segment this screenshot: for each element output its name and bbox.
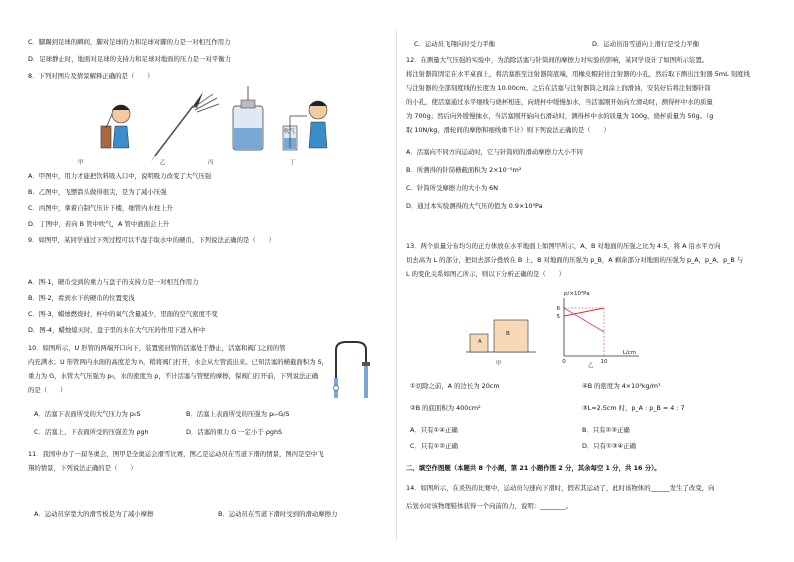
q12-stem-5: 为 700g；然后向外缓慢抽水，当活塞刚开始向右滑动时，测得杯中水的质量为 100g，烧杯质量为 50g。（g <box>406 112 714 120</box>
q11-option-a: A．运动员穿宽大的滑雪板是为了减小摩擦 <box>34 510 154 518</box>
q13-stem-2: 切去高为 L 的部分，把切去部分叠放在 B 上，B 对地面的压强为 p_B，A 剩余部分对地面的压强为 p_A，p_A、p_B 与 <box>406 256 744 264</box>
q10-option-b: B．活塞上表面所受的压强为 p₀-G/S <box>186 410 290 418</box>
q13-option-b: B．只有②③正确 <box>582 426 630 434</box>
q14-stem-1: 14．如图所示，在炎热的比赛中，运动员匀速向下滑时，假若其运动了，此时该物体的______发生了改变，向 <box>406 484 715 492</box>
block-a-label: A <box>478 339 482 345</box>
q8-option-d: D．丁图中，若向 B 管中吹气，A 管中液面会上升 <box>28 220 170 228</box>
q14-stem-2: 后划水时该物理鞋体获得一个向前的力，说明：________。 <box>406 502 573 510</box>
q12-stem-6: 取 10N/kg，滑轮间的摩擦和细线重不计）则下列说法正确的是（ ） <box>406 126 610 134</box>
q10-option-c: C．活塞上、下表面所受的压强差为 ρgh <box>34 428 149 436</box>
x-tick-label: 0 <box>562 359 566 365</box>
q8-stem: 8．下列对图片及情景解释正确的是（ ） <box>28 72 154 80</box>
q11-option-b: B．运动员在雪道下滑时受到的滑动摩擦力 <box>218 510 338 518</box>
q8-blow-label: 吹气 <box>284 129 296 135</box>
q9-option-a: A．图-1，硬币受到的重力与盘子的支持力是一对相互作用力 <box>28 278 199 286</box>
q8-option-a: A．甲图中，用力才能把饮料吸入口中，说明吸力改变了大气压强 <box>28 172 212 180</box>
q13-option-d: D．只有①③④正确 <box>582 442 637 450</box>
q12-stem-2: 将注射器筒固定在水平桌面上，将活塞推至注射器筒底端，用橡皮帽封住注射器的小孔，然后取下测出注射器 5mL 刻度线 <box>406 70 750 78</box>
q9-option-d: D．图-4，蜡烛熄灭时，盘子里的水在大气压的作用下进入杯中 <box>28 326 206 334</box>
fig-yi-caption: 乙 <box>588 363 594 369</box>
q10-stem-2: 内充满水；U 形管两内水面的高度差为 h，稍将阀门打开，水会从左管流出来。已知活塞的横截面积为 S， <box>28 358 329 366</box>
x-tick-label: 10 <box>600 359 608 365</box>
q13-pressure-chart <box>544 290 644 370</box>
u-tube-figure <box>326 338 376 408</box>
y-tick-label: 6 <box>556 306 560 312</box>
q10-stem-3: 重力为 G，水管大气压强为 p₀，水的密度为 ρ，不计活塞与管壁的摩擦，保阀门打开前，下列说法正确 <box>28 372 319 380</box>
q10-option-a: A．活塞下表面所受的大气压力为 p₀S <box>34 410 141 418</box>
q10-option-d: D．活塞的重力 G 一定小于 ρghS <box>186 428 283 436</box>
q13-statement-4: ④B 的密度为 4×10³kg/m³ <box>582 382 661 390</box>
q13-blocks-figure <box>466 308 536 356</box>
block-b-label: B <box>506 331 510 337</box>
q11-option-d: D．运动员沿雪道向上滑行是受力平衡 <box>592 40 700 48</box>
q11-option-c: C．运动员飞翔向时受力平衡 <box>414 40 496 48</box>
barometer-figure <box>233 86 263 150</box>
q8-caption-c: 丙 <box>208 160 214 166</box>
q13-option-c: C．只有①②正确 <box>410 442 458 450</box>
q11-stem-2: 翔的情景，下列说法正确的是（ ） <box>28 464 137 472</box>
q8-option-c: C．丙图中，拿着自制气压计下楼，细管内水柱上升 <box>28 204 174 212</box>
q12-stem-4: 的小孔，使活塞通过水平细线与烧杯相连，向烧杯中缓慢加水，当活塞刚开始向左滑动时，测得杯中水的质量 <box>406 98 713 106</box>
q13-option-a: A．只有①④正确 <box>410 426 458 434</box>
q13-stem-1: 13．两个质量分布均匀的正方体放在水平地面上如图甲所示，A、B 对地面的压强之比为 4:5，将 A 沿水平方向 <box>406 242 721 250</box>
q10-stem-4: 的是（ ） <box>28 386 67 394</box>
q9-option-b: B．图-2，看到水下的硬币的位置变浅 <box>28 294 135 302</box>
q8-option-b: B．乙图中，飞镖箭头做得很尖，是为了减小压强 <box>28 188 167 196</box>
q10-stem-1: 10．如图所示，U 形管的两端开口向下，装置密封管的活塞处于静止，活塞和阀门之间的管 <box>28 344 286 352</box>
q11-stem-1: 11．我国申办了一届冬奥会，图甲是全奥运会滑雪比赛，图乙是运动员在雪道下滑的情景，图丙是空中飞 <box>28 450 324 458</box>
q7-option-c: C．脚踢到足球的瞬间，脚对足球的力和足球对脚的力是一对相互作用力 <box>28 38 231 46</box>
boy-drinking-figure <box>101 105 130 148</box>
q8-figures <box>93 86 333 166</box>
q9-stem: 9．如图甲，某同学通过下列过程可以不湿手取水中的硬币，下列说法正确的是（ ） <box>28 236 275 244</box>
chart-y-axis-label: p/×10³Pa <box>564 291 590 297</box>
dart-figure <box>151 92 219 162</box>
q13-statement-1: ①切除之前，A 的边长为 20cm <box>410 382 500 390</box>
y-tick-label: 5 <box>556 314 560 320</box>
q12-option-d: D．通过本实验测得的大气压的值为 0.9×10⁵Pa <box>406 202 543 210</box>
block-b <box>494 320 528 352</box>
q13-statement-3: ③L=2.5cm 时，p_A : p_B = 4 : 7 <box>582 404 685 412</box>
fig-jia-caption: 甲 <box>496 361 502 367</box>
q13-statement-2: ②B 的底面积为 400cm² <box>410 404 481 412</box>
q8-caption-a: 甲 <box>78 160 84 166</box>
boy-blowing-figure <box>283 101 327 150</box>
section-2-heading: 二、填空作图题（本题共 8 个小题，第 21 小题作图 2 分，其余每空 1 分，共 16 分）。 <box>406 464 661 472</box>
q12-option-b: B．所测得的针筒横截面积为 2×10⁻⁵m² <box>406 166 522 174</box>
q7-option-d: D．足球静止时，地面对足球的支持力和足球对地面的压力是一对平衡力 <box>28 55 232 63</box>
q12-option-c: C．针筒所受摩擦力的大小为 6N <box>406 184 499 192</box>
q8-caption-d: 丁 <box>290 160 296 166</box>
q8-caption-b: 乙 <box>160 160 166 166</box>
q12-option-a: A．活塞向不同方向运动时，它与针筒间的滑动摩擦力大小不同 <box>406 148 583 156</box>
column-divider <box>396 30 397 540</box>
q13-stem-3: L 的变化关系如图乙所示，则以下分析正确的是（ ） <box>406 270 565 278</box>
q9-option-c: C．图-3，蜡烛燃烧时，杯中的氧气含量减少，里面的空气密度不变 <box>28 310 218 318</box>
chart-x-axis-label: L/cm <box>622 350 636 356</box>
q12-stem-1: 12．在测量大气压强的实验中，为消除活塞与针筒间的摩擦力对实验的影响，某同学设计了如图所示装置。 <box>406 56 709 64</box>
q12-stem-3: 与注射器的全部刻度线的长度为 10.00cm。之后在活塞与注射器筒之间涂上润滑油，安装好后将注射器针筒 <box>406 84 711 92</box>
